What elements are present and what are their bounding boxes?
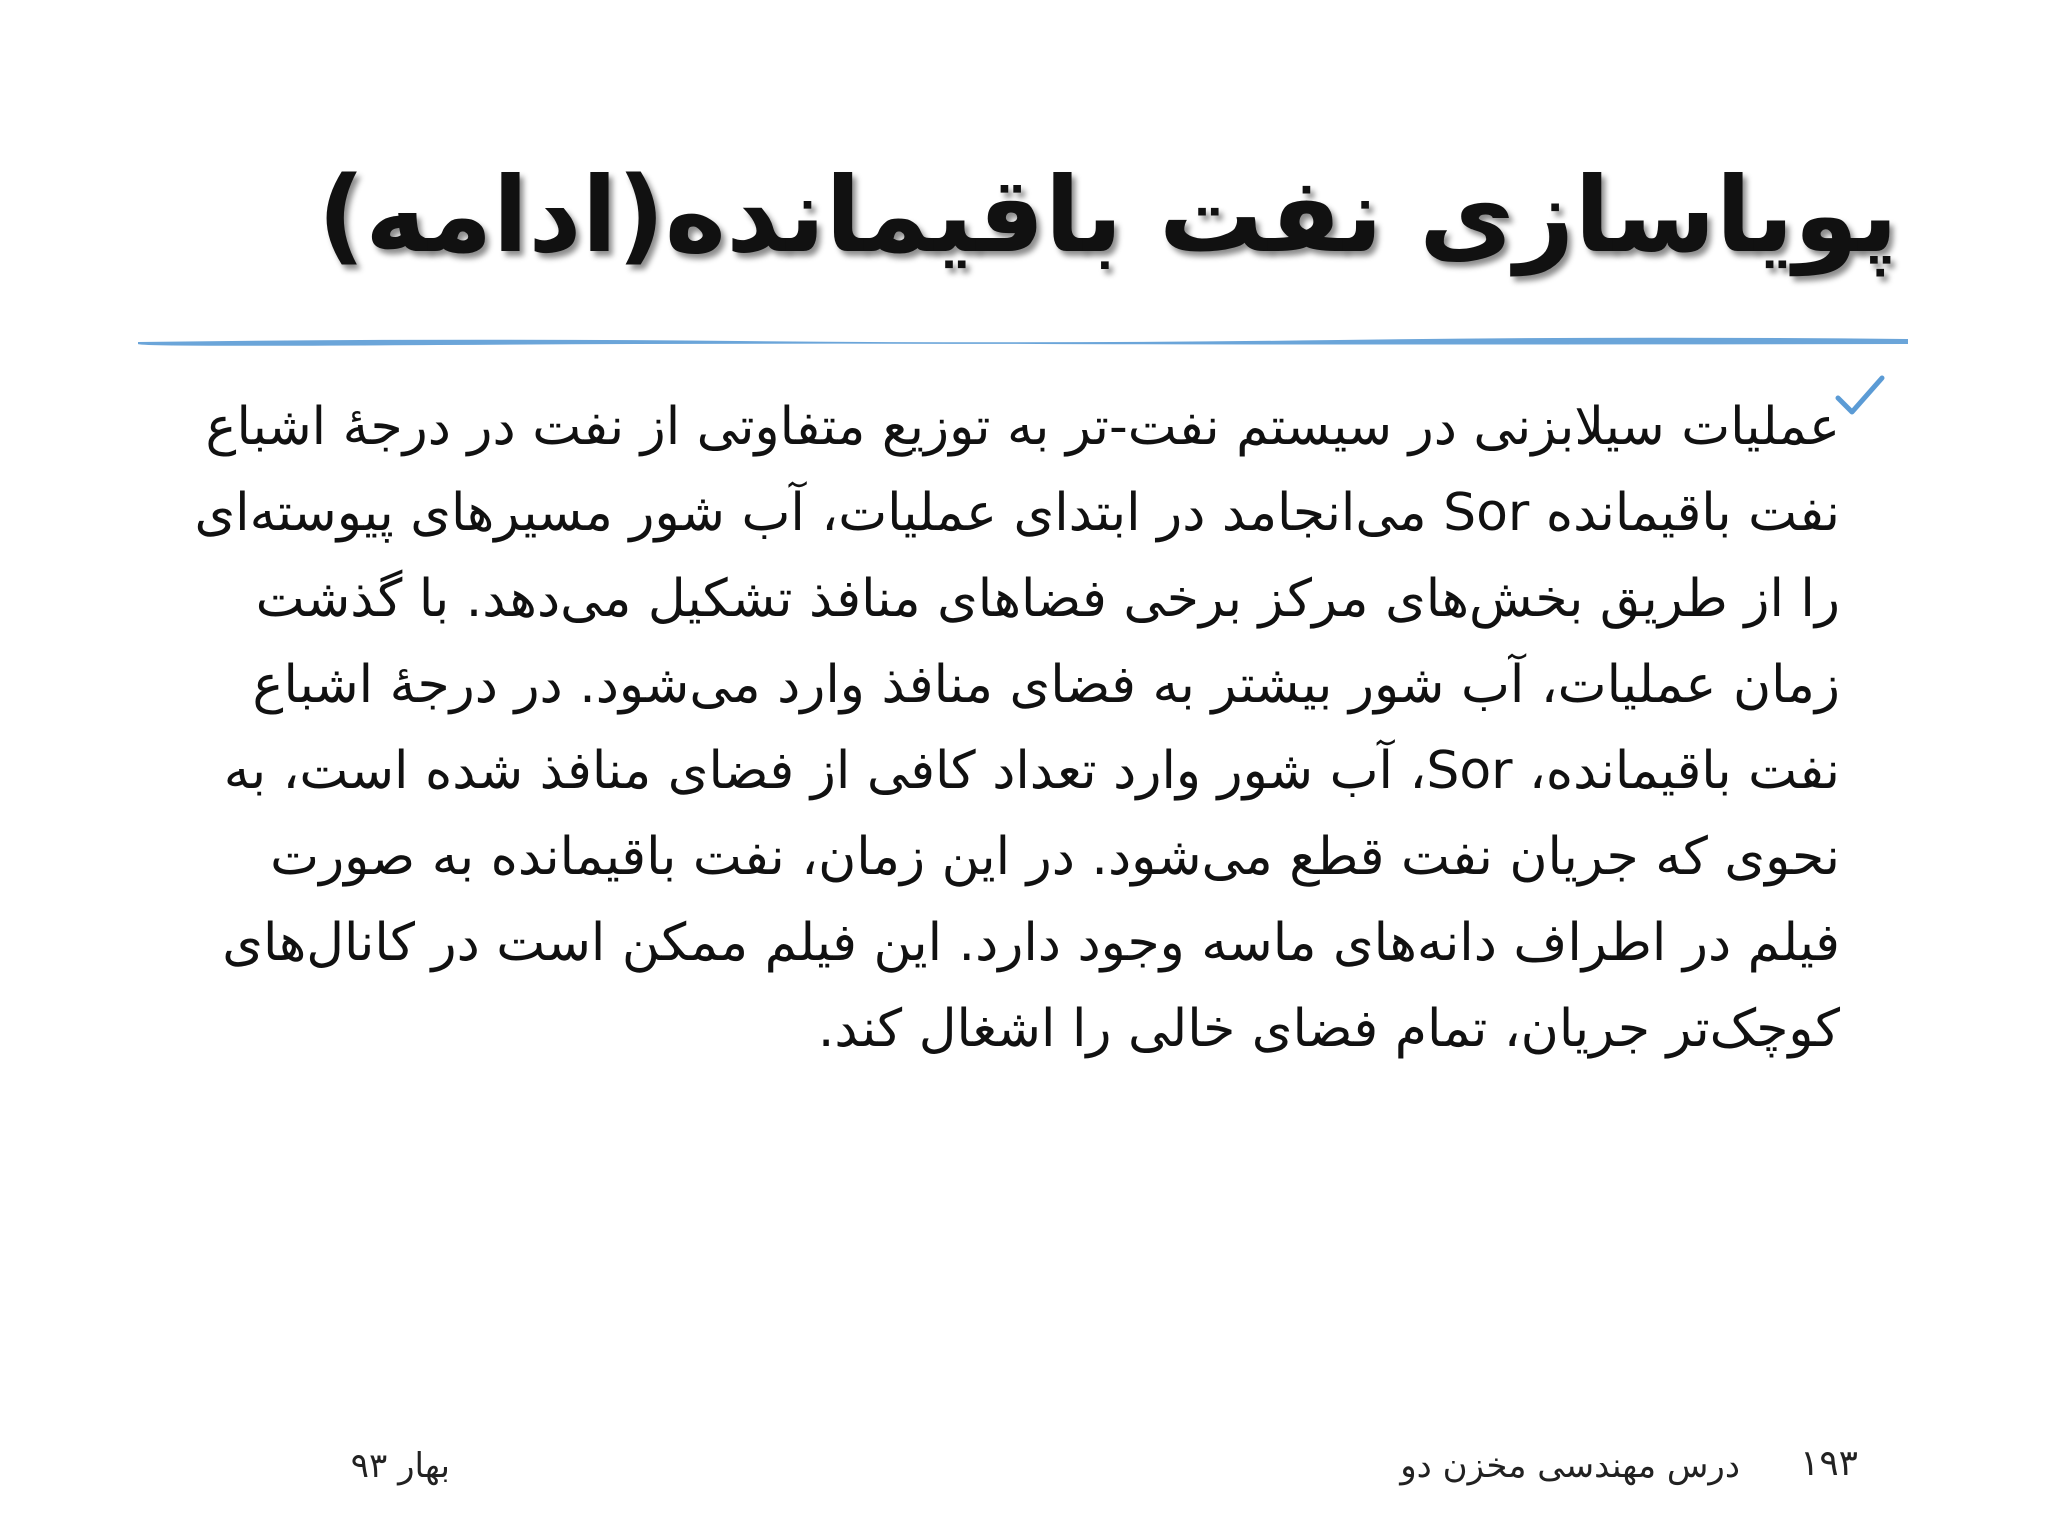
course-name: درس مهندسی مخزن دو [1400,1446,1740,1486]
checkmark-icon [1832,368,1888,424]
title-underline [138,335,1908,347]
bullet-paragraph: عملیات سیلابزنی در سیستم نفت-تر به توزیع متفاوتی از نفت در درجهٔ اشباع نفت باقیمانده Sor می‌انجامد در ابتدای عملیات، آب شور مسیرهای پیوسته‌ای را از طریق بخش‌های مرکز برخی فضاهای منافذ تشکیل می‌دهد. با گذشت زمان عملیات، آب شور بیشتر به فضای منافذ وارد می‌شود. در درجهٔ اشباع نفت باقیمانده، Sor، آب شور وارد تعداد کافی از فضای منافذ شده است، به نحوی که جریان نفت قطع می‌شود. در این زمان، نفت باقیمانده به صورت فیلم در اطراف دانه‌های ماسه وجود دارد. این فیلم ممکن است در کانال‌های کوچک‌تر جریان، تمام فضای خالی را اشغال کند. [194,397,1840,1059]
semester-date: بهار ۹۳ [350,1446,450,1486]
slide-title: پویاسازی نفت باقیمانده(ادامه) [317,154,1898,276]
page-number: ۱۹۳ [1800,1443,1859,1484]
